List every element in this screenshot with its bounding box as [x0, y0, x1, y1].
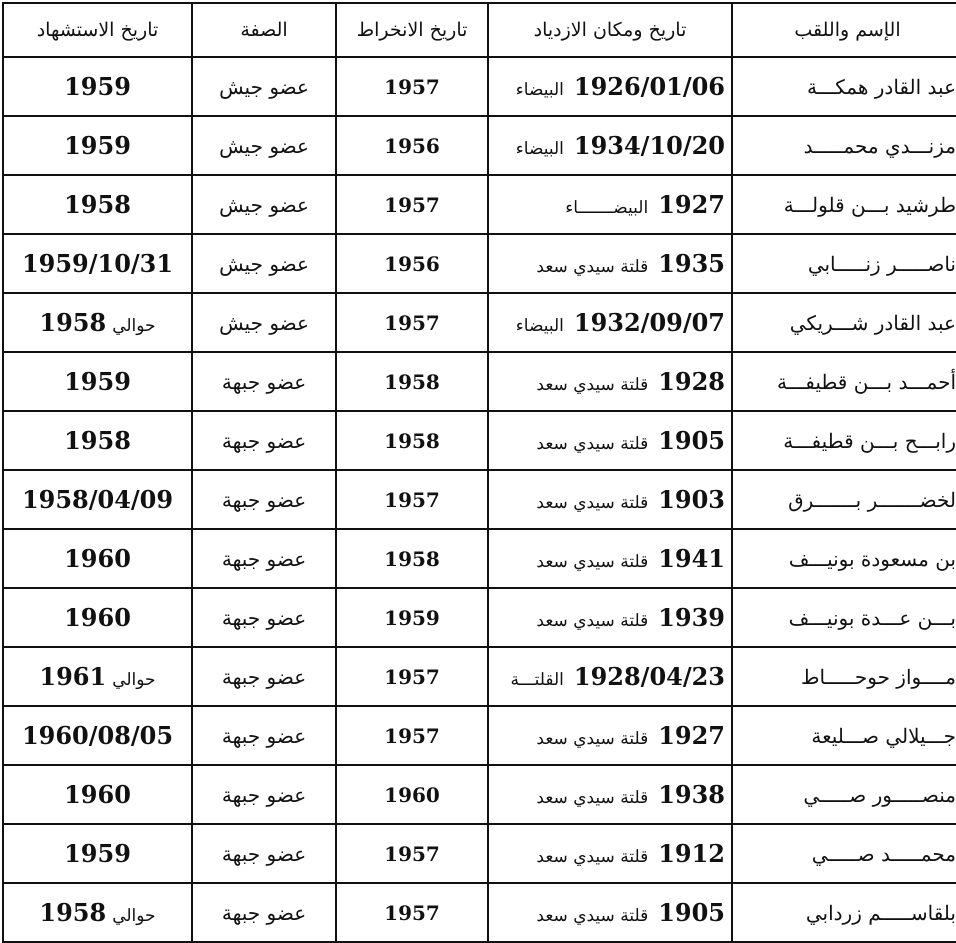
cell-birth [488, 293, 732, 352]
birth-date: 1927 [658, 190, 725, 219]
cell-name: ناصـــــر زنـــــابي [732, 234, 956, 293]
cell-role: عضو جيش [192, 293, 336, 352]
table-body [3, 57, 956, 942]
cell-name: بلقاســـــم زردابي [732, 883, 956, 942]
birth-place: قلتة سيدي سعد [536, 552, 649, 572]
death-wrapper [22, 485, 173, 514]
table-row [3, 411, 956, 470]
cell-death [3, 352, 192, 411]
cell-birth [488, 765, 732, 824]
birth-wrapper [536, 544, 725, 573]
table-row [3, 706, 956, 765]
header-join: تاريخ الانخراط [336, 3, 488, 57]
cell-name: مزنـــدي محمـــــد [732, 116, 956, 175]
cell-birth [488, 116, 732, 175]
table-row [3, 588, 956, 647]
death-date: 1960/08/05 [21, 721, 174, 750]
cell-join-year: 1957 [336, 293, 488, 352]
cell-death [3, 883, 192, 942]
cell-role: عضو جبهة [192, 883, 336, 942]
table-row [3, 470, 956, 529]
birth-wrapper [536, 485, 725, 514]
table-row [3, 57, 956, 116]
cell-name: جـــيلالي صـــليعة [732, 706, 956, 765]
birth-wrapper [565, 190, 725, 219]
death-date: 1959 [64, 839, 131, 868]
cell-join-year: 1957 [336, 470, 488, 529]
cell-role: عضو جبهة [192, 706, 336, 765]
cell-role: عضو جبهة [192, 470, 336, 529]
birth-wrapper [511, 662, 725, 691]
cell-join-year: 1960 [336, 765, 488, 824]
cell-name: عبد القادر شـــريكي [732, 293, 956, 352]
death-date: 1958 [64, 190, 131, 219]
cell-join-year: 1958 [336, 529, 488, 588]
cell-join-year: 1959 [336, 588, 488, 647]
birth-date: 1905 [658, 426, 725, 455]
birth-date: 1934/10/20 [573, 131, 725, 160]
death-date: 1958 [39, 898, 107, 927]
death-wrapper [64, 839, 131, 868]
birth-wrapper [516, 308, 725, 337]
cell-role: عضو جيش [192, 234, 336, 293]
martyrs-table [2, 2, 956, 943]
death-date: 1960 [64, 780, 131, 809]
cell-role: عضو جبهة [192, 824, 336, 883]
cell-death [3, 293, 192, 352]
cell-birth [488, 588, 732, 647]
birth-place: قلتة سيدي سعد [536, 788, 649, 808]
birth-place: البيضاء [515, 139, 564, 159]
table-row [3, 529, 956, 588]
table-row [3, 824, 956, 883]
table-row [3, 647, 956, 706]
approx-label: حوالي [112, 906, 156, 926]
cell-birth [488, 529, 732, 588]
death-wrapper [64, 131, 131, 160]
cell-death [3, 411, 192, 470]
table-row [3, 234, 956, 293]
table-row [3, 116, 956, 175]
death-wrapper [64, 367, 131, 396]
death-wrapper [22, 721, 173, 750]
death-date: 1959/10/31 [21, 249, 174, 278]
cell-role: عضو جبهة [192, 411, 336, 470]
death-date: 1958 [64, 426, 131, 455]
cell-role: عضو جبهة [192, 529, 336, 588]
cell-name: أحمـــد بـــن قطيفـــة [732, 352, 956, 411]
birth-date: 1903 [658, 485, 725, 514]
cell-death [3, 57, 192, 116]
death-date: 1958/04/09 [21, 485, 174, 514]
birth-place: قلتة سيدي سعد [536, 375, 649, 395]
cell-name: محمـــــد صـــــي [732, 824, 956, 883]
death-wrapper [64, 72, 131, 101]
cell-death [3, 529, 192, 588]
death-date: 1958 [39, 308, 107, 337]
approx-label: حوالي [112, 316, 156, 336]
death-date: 1959 [64, 131, 131, 160]
death-wrapper [64, 190, 131, 219]
birth-place: القلتـــة [510, 670, 564, 690]
table-row [3, 293, 956, 352]
header-role: الصفة [192, 3, 336, 57]
cell-name: طرشيد بـــن قلولـــة [732, 175, 956, 234]
birth-date: 1912 [658, 839, 725, 868]
cell-name: بـــن عـــدة بونيـــف [732, 588, 956, 647]
cell-role: عضو جبهة [192, 352, 336, 411]
birth-date: 1932/09/07 [573, 308, 725, 337]
cell-birth [488, 57, 732, 116]
death-wrapper [64, 603, 131, 632]
birth-place: البيضاء [515, 316, 564, 336]
cell-birth [488, 706, 732, 765]
header-death: تاريخ الاستشهاد [3, 3, 192, 57]
birth-wrapper [536, 721, 725, 750]
birth-place: قلتة سيدي سعد [536, 729, 649, 749]
cell-join-year: 1958 [336, 352, 488, 411]
birth-place: قلتة سيدي سعد [536, 906, 649, 926]
birth-date: 1935 [658, 249, 725, 278]
martyrs-table-page [2, 2, 956, 937]
birth-date: 1926/01/06 [573, 72, 725, 101]
birth-date: 1928/04/23 [573, 662, 725, 691]
cell-death [3, 470, 192, 529]
birth-place: البيضـــــــاء [565, 198, 649, 218]
cell-role: عضو جيش [192, 116, 336, 175]
birth-wrapper [536, 367, 725, 396]
death-date: 1959 [64, 72, 131, 101]
birth-place: قلتة سيدي سعد [536, 434, 649, 454]
birth-wrapper [536, 898, 725, 927]
cell-join-year: 1957 [336, 175, 488, 234]
cell-join-year: 1956 [336, 116, 488, 175]
cell-role: عضو جيش [192, 57, 336, 116]
birth-date: 1928 [658, 367, 725, 396]
birth-date: 1905 [658, 898, 725, 927]
cell-birth [488, 470, 732, 529]
cell-join-year: 1956 [336, 234, 488, 293]
table-row [3, 175, 956, 234]
header-row [3, 3, 956, 57]
cell-death [3, 765, 192, 824]
birth-wrapper [536, 603, 725, 632]
death-date: 1960 [64, 544, 131, 573]
birth-wrapper [516, 131, 725, 160]
cell-death [3, 234, 192, 293]
cell-join-year: 1957 [336, 706, 488, 765]
cell-role: عضو جبهة [192, 765, 336, 824]
cell-name: عبد القادر همكـــة [732, 57, 956, 116]
approx-label: حوالي [112, 670, 156, 690]
death-wrapper [39, 662, 155, 691]
cell-birth [488, 883, 732, 942]
cell-name: بن مسعودة بونيـــف [732, 529, 956, 588]
death-wrapper [22, 249, 173, 278]
birth-date: 1939 [658, 603, 725, 632]
cell-role: عضو جيش [192, 175, 336, 234]
cell-join-year: 1958 [336, 411, 488, 470]
cell-join-year: 1957 [336, 57, 488, 116]
cell-name: منصـــــور صـــــي [732, 765, 956, 824]
cell-role: عضو جبهة [192, 588, 336, 647]
birth-wrapper [536, 780, 725, 809]
death-wrapper [64, 426, 131, 455]
cell-death [3, 588, 192, 647]
cell-birth [488, 175, 732, 234]
birth-wrapper [536, 839, 725, 868]
birth-place: البيضاء [515, 80, 564, 100]
cell-name: مــــواز حوحـــــاط [732, 647, 956, 706]
cell-join-year: 1957 [336, 824, 488, 883]
cell-join-year: 1957 [336, 647, 488, 706]
birth-date: 1941 [658, 544, 725, 573]
death-wrapper [39, 308, 155, 337]
death-date: 1961 [39, 662, 107, 691]
death-wrapper [64, 544, 131, 573]
cell-death [3, 706, 192, 765]
cell-birth [488, 411, 732, 470]
header-birth: تاريخ ومكان الازدياد [488, 3, 732, 57]
table-row [3, 765, 956, 824]
birth-date: 1927 [658, 721, 725, 750]
cell-birth [488, 234, 732, 293]
death-date: 1959 [64, 367, 131, 396]
cell-birth [488, 352, 732, 411]
birth-wrapper [536, 249, 725, 278]
birth-date: 1938 [658, 780, 725, 809]
birth-wrapper [536, 426, 725, 455]
cell-death [3, 116, 192, 175]
birth-wrapper [516, 72, 725, 101]
cell-birth [488, 824, 732, 883]
cell-birth [488, 647, 732, 706]
cell-name: لخضـــــــر بـــــــرق [732, 470, 956, 529]
birth-place: قلتة سيدي سعد [536, 611, 649, 631]
header-name: الإسم واللقب [732, 3, 956, 57]
birth-place: قلتة سيدي سعد [536, 847, 649, 867]
birth-place: قلتة سيدي سعد [536, 257, 649, 277]
death-wrapper [64, 780, 131, 809]
cell-role: عضو جبهة [192, 647, 336, 706]
cell-name: رابـــح بـــن قطيفـــة [732, 411, 956, 470]
death-date: 1960 [64, 603, 131, 632]
table-row [3, 352, 956, 411]
cell-death [3, 175, 192, 234]
table-row [3, 883, 956, 942]
cell-join-year: 1957 [336, 883, 488, 942]
birth-place: قلتة سيدي سعد [536, 493, 649, 513]
death-wrapper [39, 898, 155, 927]
cell-death [3, 647, 192, 706]
cell-death [3, 824, 192, 883]
